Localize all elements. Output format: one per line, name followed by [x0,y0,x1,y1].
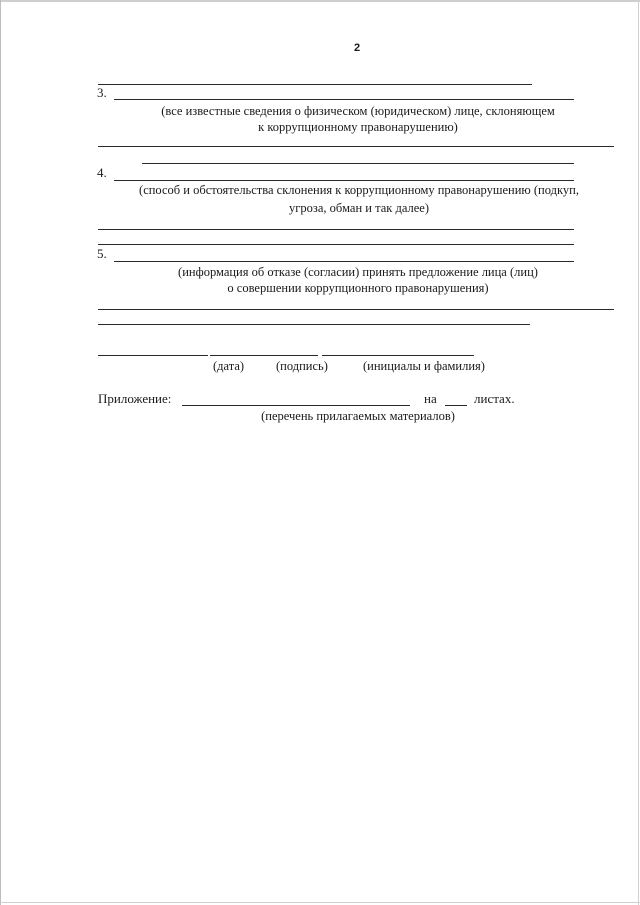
blank-line [98,309,614,310]
attachment-sheets-count-line [445,405,467,406]
initials-label: (инициалы и фамилия) [363,359,485,373]
section-3-number: 3. [97,85,107,100]
section-4-fill-line [114,180,574,181]
section-4-caption-line-1: (способ и обстоятельства склонения к коррупционному правонарушению (подкуп, [139,183,579,197]
initials-line [322,355,474,356]
section-5-number: 5. [97,246,107,261]
attachment-on-label: на [424,391,437,406]
blank-line [98,324,530,325]
section-5-caption-line-2: о совершении коррупционного правонарушения) [227,281,489,295]
page-edge-top [0,0,640,2]
section-3-caption-line-2: к коррупционному правонарушению) [258,120,458,134]
attachment-caption: (перечень прилагаемых материалов) [261,409,455,423]
page-edge-left [0,0,1,905]
attachment-list-line [182,405,410,406]
page-number: 2 [354,42,361,54]
attachment-sheets-label: листах. [474,391,515,406]
blank-line [98,146,614,147]
blank-line [98,244,574,245]
section-4-number: 4. [97,165,107,180]
section-5-fill-line [114,261,574,262]
page-edge-bottom [0,902,640,903]
section-3-caption-line-1: (все известные сведения о физическом (юридическом) лице, склоняющем [161,104,555,118]
section-4-caption-line-2: угроза, обман и так далее) [289,201,429,215]
signature-label: (подпись) [276,359,328,373]
section-3-fill-line [114,99,574,100]
blank-line [142,163,574,164]
signature-line [210,355,318,356]
section-5-caption-line-1: (информация об отказе (согласии) принять предложение лица (лиц) [178,265,538,279]
date-label: (дата) [213,359,245,373]
page-edge-right [638,0,639,905]
attachment-label: Приложение: [98,391,172,406]
blank-line [98,229,574,230]
blank-line [98,84,532,85]
date-line [98,355,208,356]
